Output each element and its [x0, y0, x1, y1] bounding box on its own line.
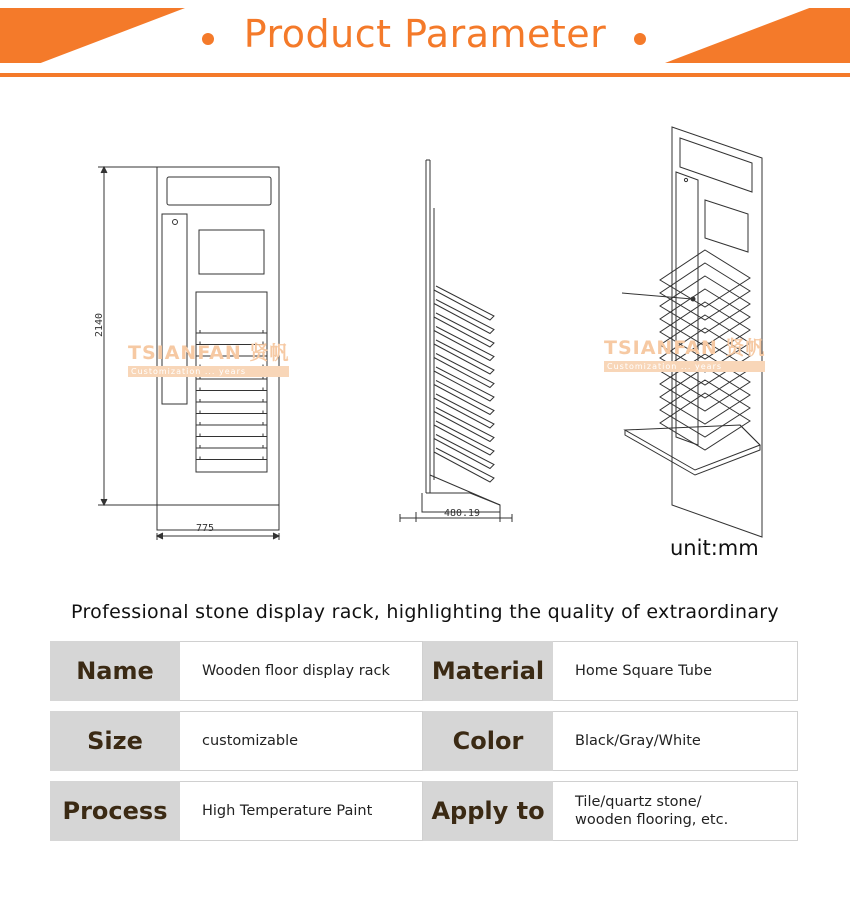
param-label: Apply to: [423, 781, 553, 841]
table-row: [50, 711, 800, 771]
perspective-shelf: [660, 250, 750, 307]
technical-drawings: [0, 100, 850, 570]
param-value: Black/Gray/White: [553, 711, 798, 771]
param-value: Home Square Tube: [553, 641, 798, 701]
param-label: Color: [423, 711, 553, 771]
side-width-label: 480.19: [443, 508, 481, 519]
watermark-right: TSIANFAN 贤帆 Customization ... years: [604, 337, 766, 371]
watermark-left: TSIANFAN 贤帆 Customization ... years: [128, 342, 290, 376]
unit-label: unit:mm: [670, 536, 759, 560]
param-value: Tile/quartz stone/ wooden flooring, etc.: [553, 781, 798, 841]
page-title: Product Parameter: [243, 12, 607, 56]
table-row: [50, 641, 800, 701]
param-value: Wooden floor display rack: [180, 641, 423, 701]
param-label: Name: [50, 641, 180, 701]
param-label: Material: [423, 641, 553, 701]
section-header: [0, 0, 850, 80]
front-width-label: 775: [195, 523, 215, 534]
param-label: Size: [50, 711, 180, 771]
table-row: [50, 781, 800, 841]
section-subtitle: Professional stone display rack, highlighting the quality of extraordinary: [71, 601, 779, 623]
parameter-table: [50, 641, 800, 851]
param-label: Process: [50, 781, 180, 841]
side-shelf: [434, 448, 494, 482]
param-value: customizable: [180, 711, 423, 771]
side-view-drawing: [400, 160, 512, 522]
perspective-view-drawing: [622, 127, 762, 537]
front-height-label: 2140: [94, 312, 105, 338]
param-value: High Temperature Paint: [180, 781, 423, 841]
header-underline: [0, 73, 850, 77]
